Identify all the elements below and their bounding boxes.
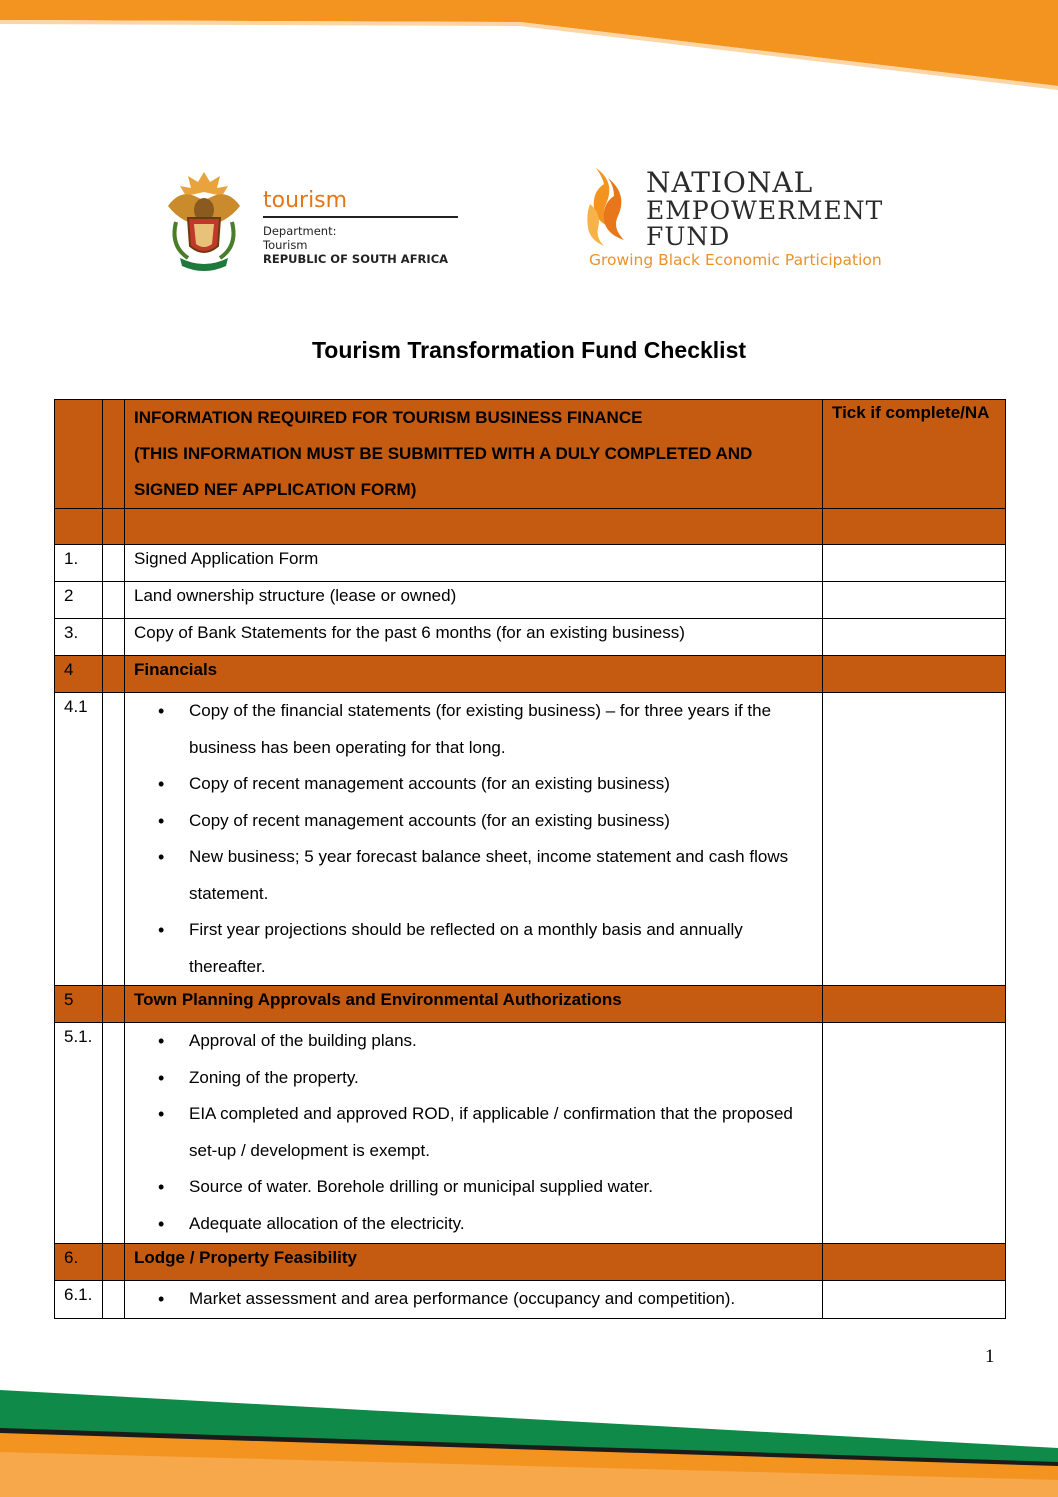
row-number: 6.1. [55, 1281, 103, 1319]
table-row [55, 693, 1006, 986]
bullet-cell [125, 693, 823, 986]
tick-cell[interactable] [823, 693, 1006, 986]
bullet-cell [125, 1281, 823, 1319]
section-number: 4 [55, 656, 103, 693]
nef-line-1: NATIONAL [646, 166, 814, 199]
row-text: Signed Application Form [125, 545, 823, 582]
nef-logo [586, 164, 884, 274]
list-item: • Copy of the financial statements (for existing business) – for three years if the business has been operating for that long. [125, 693, 822, 766]
list-item: • Approval of the building plans. [125, 1023, 822, 1060]
section-row-financials [55, 656, 1006, 693]
header-spacer-cell [103, 400, 125, 509]
page-number: 1 [985, 1346, 995, 1367]
nef-line-2: EMPOWERMENT [646, 196, 884, 225]
bullet-list [125, 1281, 822, 1318]
table-row [55, 545, 1006, 582]
row-number: 5.1. [55, 1023, 103, 1244]
tourism-wordmark: tourism [263, 188, 348, 213]
row-number: 2 [55, 582, 103, 619]
dept-line-2: Tourism [263, 238, 308, 252]
list-item: • Copy of recent management accounts (for an existing business) [125, 803, 822, 840]
page-title: Tourism Transformation Fund Checklist [311, 337, 747, 363]
section-row-town-planning [55, 986, 1006, 1023]
row-number: 3. [55, 619, 103, 656]
tourism-department-text [263, 224, 448, 266]
coat-of-arms-icon [162, 166, 246, 274]
flame-icon [586, 164, 638, 250]
list-item: • Market assessment and area performance (occupancy and competition). [125, 1281, 822, 1318]
bullet-list [125, 693, 822, 985]
list-item: • EIA completed and approved ROD, if applicable / confirmation that the proposed set-up / development is exempt. [125, 1096, 822, 1169]
dept-line-3: REPUBLIC OF SOUTH AFRICA [263, 252, 449, 266]
section-title: Lodge / Property Feasibility [125, 1244, 823, 1281]
table-row [55, 582, 1006, 619]
tick-cell[interactable] [823, 1023, 1006, 1244]
checklist-table [54, 399, 1006, 1319]
tick-cell[interactable] [823, 582, 1006, 619]
tick-header: Tick if complete/NA [823, 400, 1006, 509]
tick-cell[interactable] [823, 1281, 1006, 1319]
row-text: Land ownership structure (lease or owned) [125, 582, 823, 619]
section-row-feasibility [55, 1244, 1006, 1281]
table-header-row [55, 400, 1006, 509]
table-row [55, 1023, 1006, 1244]
nef-line-3: FUND [646, 222, 731, 251]
table-row [55, 619, 1006, 656]
header-num-cell [55, 400, 103, 509]
bullet-cell [125, 1023, 823, 1244]
top-orange-band [0, 0, 1058, 100]
tourism-department-logo [162, 166, 462, 276]
list-item: • Source of water. Borehole drilling or municipal supplied water. [125, 1169, 822, 1206]
dept-line-1: Department: [263, 224, 337, 238]
list-item: • First year projections should be reflected on a monthly basis and annually thereafter. [125, 912, 822, 985]
nef-tagline: Growing Black Economic Participation [589, 251, 882, 269]
header-line-2: (THIS INFORMATION MUST BE SUBMITTED WITH A DULY COMPLETED AND SIGNED NEF APPLICATION FORM) [134, 444, 753, 499]
list-item: • Adequate allocation of the electricity. [125, 1206, 822, 1243]
header-line-1: INFORMATION REQUIRED FOR TOURISM BUSINESS FINANCE [134, 408, 643, 427]
bullet-list [125, 1023, 822, 1242]
table-row [55, 1281, 1006, 1319]
tick-cell[interactable] [823, 545, 1006, 582]
list-item: • Zoning of the property. [125, 1060, 822, 1097]
section-number: 5 [55, 986, 103, 1023]
header-info-cell [125, 400, 823, 509]
section-title: Town Planning Approvals and Environmental Authorizations [125, 986, 823, 1023]
section-number: 6. [55, 1244, 103, 1281]
tourism-rule [263, 216, 458, 218]
list-item: • Copy of recent management accounts (for an existing business) [125, 766, 822, 803]
row-number: 1. [55, 545, 103, 582]
section-title: Financials [125, 656, 823, 693]
row-text: Copy of Bank Statements for the past 6 months (for an existing business) [125, 619, 823, 656]
list-item: • New business; 5 year forecast balance sheet, income statement and cash flows statement. [125, 839, 822, 912]
row-number: 4.1 [55, 693, 103, 986]
tick-cell[interactable] [823, 619, 1006, 656]
table-blank-row [55, 509, 1006, 545]
